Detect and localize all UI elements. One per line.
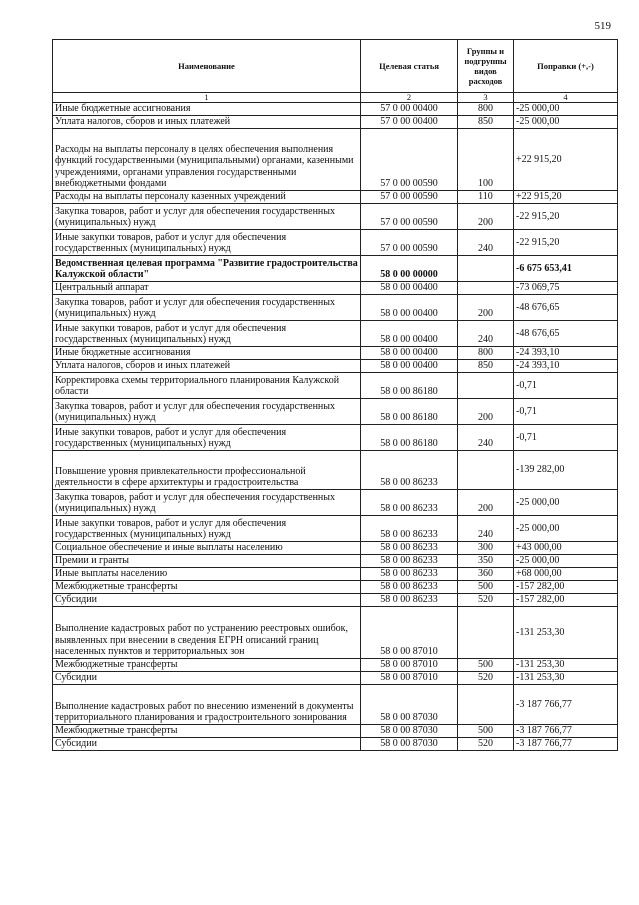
- row-code: 58 0 00 86233: [361, 555, 458, 568]
- table-row: [53, 725, 618, 738]
- table-row: [53, 129, 618, 191]
- table-row: [53, 594, 618, 607]
- row-amount: -6 675 653,41: [514, 256, 618, 282]
- row-group: 240: [458, 230, 514, 256]
- row-amount: -0,71: [514, 373, 618, 399]
- table-row: [53, 542, 618, 555]
- row-code: 58 0 00 86233: [361, 581, 458, 594]
- row-amount: -157 282,00: [514, 581, 618, 594]
- row-name: Выполнение кадастровых работ по внесению изменений в документы территориального планирования и градостроительного зонирования: [53, 685, 361, 725]
- table-row: [53, 581, 618, 594]
- row-amount: -3 187 766,77: [514, 725, 618, 738]
- row-group: 200: [458, 295, 514, 321]
- row-code: 57 0 00 00590: [361, 129, 458, 191]
- row-group: 500: [458, 725, 514, 738]
- row-group: [458, 451, 514, 490]
- row-name: Межбюджетные трансферты: [53, 581, 361, 594]
- row-group: 500: [458, 581, 514, 594]
- row-name: Иные выплаты населению: [53, 568, 361, 581]
- row-name: Уплата налогов, сборов и иных платежей: [53, 116, 361, 129]
- row-group: 240: [458, 425, 514, 451]
- row-group: [458, 685, 514, 725]
- header-code: Целевая статья: [361, 40, 458, 93]
- row-amount: +68 000,00: [514, 568, 618, 581]
- table-row: [53, 568, 618, 581]
- table-row: [53, 607, 618, 659]
- row-amount: -22 915,20: [514, 204, 618, 230]
- row-amount: -25 000,00: [514, 103, 618, 116]
- table-row: [53, 490, 618, 516]
- table-row: [53, 295, 618, 321]
- row-name: Иные закупки товаров, работ и услуг для обеспечения государственных (муниципальных) нужд: [53, 516, 361, 542]
- row-group: 200: [458, 399, 514, 425]
- column-number: 1: [53, 93, 361, 103]
- table-row: [53, 659, 618, 672]
- table-row: [53, 685, 618, 725]
- table-row: [53, 256, 618, 282]
- row-amount: -139 282,00: [514, 451, 618, 490]
- column-number: 2: [361, 93, 458, 103]
- row-group: 350: [458, 555, 514, 568]
- row-code: 58 0 00 00400: [361, 360, 458, 373]
- table-row: [53, 204, 618, 230]
- row-code: 58 0 00 86233: [361, 516, 458, 542]
- row-amount: -25 000,00: [514, 116, 618, 129]
- row-group: 520: [458, 738, 514, 751]
- column-number: 3: [458, 93, 514, 103]
- row-code: 58 0 00 87030: [361, 725, 458, 738]
- row-name: Социальное обеспечение и иные выплаты населению: [53, 542, 361, 555]
- row-code: 58 0 00 00400: [361, 321, 458, 347]
- table-row: [53, 321, 618, 347]
- row-amount: -73 069,75: [514, 282, 618, 295]
- row-code: 58 0 00 87030: [361, 738, 458, 751]
- row-name: Выполнение кадастровых работ по устранению реестровых ошибок, выявленных при внесении в сведения ЕГРН описаний границ населенных пунктов и территориальных зон: [53, 607, 361, 659]
- row-amount: -48 676,65: [514, 295, 618, 321]
- page-number: 519: [594, 20, 611, 32]
- row-code: 58 0 00 86233: [361, 568, 458, 581]
- row-amount: -0,71: [514, 425, 618, 451]
- row-group: 200: [458, 204, 514, 230]
- row-amount: -25 000,00: [514, 516, 618, 542]
- row-amount: -24 393,10: [514, 347, 618, 360]
- row-group: 240: [458, 516, 514, 542]
- row-name: Закупка товаров, работ и услуг для обеспечения государственных (муниципальных) нужд: [53, 490, 361, 516]
- table-row: [53, 191, 618, 204]
- table-row: [53, 103, 618, 116]
- row-group: 500: [458, 659, 514, 672]
- row-code: 58 0 00 87010: [361, 659, 458, 672]
- row-group: 800: [458, 103, 514, 116]
- row-group: 100: [458, 129, 514, 191]
- row-code: 57 0 00 00590: [361, 204, 458, 230]
- row-amount: -3 187 766,77: [514, 685, 618, 725]
- row-code: 58 0 00 87030: [361, 685, 458, 725]
- row-amount: -25 000,00: [514, 555, 618, 568]
- table-row: [53, 451, 618, 490]
- row-name: Иные закупки товаров, работ и услуг для обеспечения государственных (муниципальных) нужд: [53, 321, 361, 347]
- row-group: 850: [458, 360, 514, 373]
- row-code: 58 0 00 87010: [361, 607, 458, 659]
- row-name: Закупка товаров, работ и услуг для обеспечения государственных (муниципальных) нужд: [53, 204, 361, 230]
- row-name: Субсидии: [53, 594, 361, 607]
- header-name: Наименование: [53, 40, 361, 93]
- row-amount: +43 000,00: [514, 542, 618, 555]
- row-name: Уплата налогов, сборов и иных платежей: [53, 360, 361, 373]
- row-name: Расходы на выплаты персоналу казенных учреждений: [53, 191, 361, 204]
- row-code: 58 0 00 00400: [361, 282, 458, 295]
- row-amount: -24 393,10: [514, 360, 618, 373]
- row-amount: -157 282,00: [514, 594, 618, 607]
- row-code: 58 0 00 86233: [361, 542, 458, 555]
- row-group: 520: [458, 594, 514, 607]
- table-row: [53, 516, 618, 542]
- row-code: 58 0 00 86233: [361, 490, 458, 516]
- row-name: Межбюджетные трансферты: [53, 659, 361, 672]
- row-name: Закупка товаров, работ и услуг для обеспечения государственных (муниципальных) нужд: [53, 295, 361, 321]
- row-name: Закупка товаров, работ и услуг для обеспечения государственных (муниципальных) нужд: [53, 399, 361, 425]
- row-group: 300: [458, 542, 514, 555]
- row-group: 360: [458, 568, 514, 581]
- row-group: [458, 256, 514, 282]
- row-name: Иные закупки товаров, работ и услуг для обеспечения государственных (муниципальных) нужд: [53, 425, 361, 451]
- row-amount: -25 000,00: [514, 490, 618, 516]
- row-code: 58 0 00 00400: [361, 347, 458, 360]
- row-group: [458, 282, 514, 295]
- column-number: 4: [514, 93, 618, 103]
- row-group: 800: [458, 347, 514, 360]
- row-amount: +22 915,20: [514, 191, 618, 204]
- row-amount: -48 676,65: [514, 321, 618, 347]
- row-group: [458, 607, 514, 659]
- table-row: [53, 399, 618, 425]
- table-row: [53, 360, 618, 373]
- table-row: [53, 738, 618, 751]
- row-amount: -131 253,30: [514, 672, 618, 685]
- row-group: 850: [458, 116, 514, 129]
- row-group: 240: [458, 321, 514, 347]
- table-row: [53, 230, 618, 256]
- row-name: Межбюджетные трансферты: [53, 725, 361, 738]
- row-group: [458, 373, 514, 399]
- budget-table: [52, 39, 618, 751]
- row-code: 58 0 00 86180: [361, 373, 458, 399]
- table-row: [53, 672, 618, 685]
- table-row: [53, 425, 618, 451]
- row-amount: -3 187 766,77: [514, 738, 618, 751]
- row-code: 57 0 00 00400: [361, 103, 458, 116]
- table-row: [53, 373, 618, 399]
- row-amount: -22 915,20: [514, 230, 618, 256]
- row-name: Расходы на выплаты персоналу в целях обеспечения выполнения функций государственными (муниципальными) органами, казенными учреждениями, органами управления государственными внебюджетными фондами: [53, 129, 361, 191]
- column-number-row: [53, 93, 618, 103]
- header-amount: Поправки (+,-): [514, 40, 618, 93]
- row-name: Корректировка схемы территориального планирования Калужской области: [53, 373, 361, 399]
- table-row: [53, 282, 618, 295]
- row-name: Иные бюджетные ассигнования: [53, 103, 361, 116]
- row-amount: -131 253,30: [514, 659, 618, 672]
- row-group: 110: [458, 191, 514, 204]
- table-row: [53, 347, 618, 360]
- row-amount: -0,71: [514, 399, 618, 425]
- row-code: 58 0 00 86180: [361, 399, 458, 425]
- header-row: [53, 40, 618, 93]
- table-row: [53, 116, 618, 129]
- row-name: Иные закупки товаров, работ и услуг для обеспечения государственных (муниципальных) нужд: [53, 230, 361, 256]
- row-amount: -131 253,30: [514, 607, 618, 659]
- header-group: Группы и подгруппы видов расходов: [458, 40, 514, 93]
- row-code: 58 0 00 86233: [361, 451, 458, 490]
- table-row: [53, 555, 618, 568]
- row-code: 58 0 00 00000: [361, 256, 458, 282]
- row-name: Повышение уровня привлекательности профессиональной деятельности в сфере архитектуры и градостроительства: [53, 451, 361, 490]
- row-amount: +22 915,20: [514, 129, 618, 191]
- row-name: Центральный аппарат: [53, 282, 361, 295]
- row-group: 200: [458, 490, 514, 516]
- row-code: 57 0 00 00590: [361, 230, 458, 256]
- row-name: Премии и гранты: [53, 555, 361, 568]
- row-name: Субсидии: [53, 738, 361, 751]
- row-code: 58 0 00 87010: [361, 672, 458, 685]
- row-name: Иные бюджетные ассигнования: [53, 347, 361, 360]
- row-code: 58 0 00 00400: [361, 295, 458, 321]
- row-name: Ведомственная целевая программа "Развитие градостроительства Калужской области": [53, 256, 361, 282]
- row-code: 58 0 00 86180: [361, 425, 458, 451]
- row-code: 57 0 00 00590: [361, 191, 458, 204]
- row-code: 57 0 00 00400: [361, 116, 458, 129]
- row-name: Субсидии: [53, 672, 361, 685]
- row-code: 58 0 00 86233: [361, 594, 458, 607]
- row-group: 520: [458, 672, 514, 685]
